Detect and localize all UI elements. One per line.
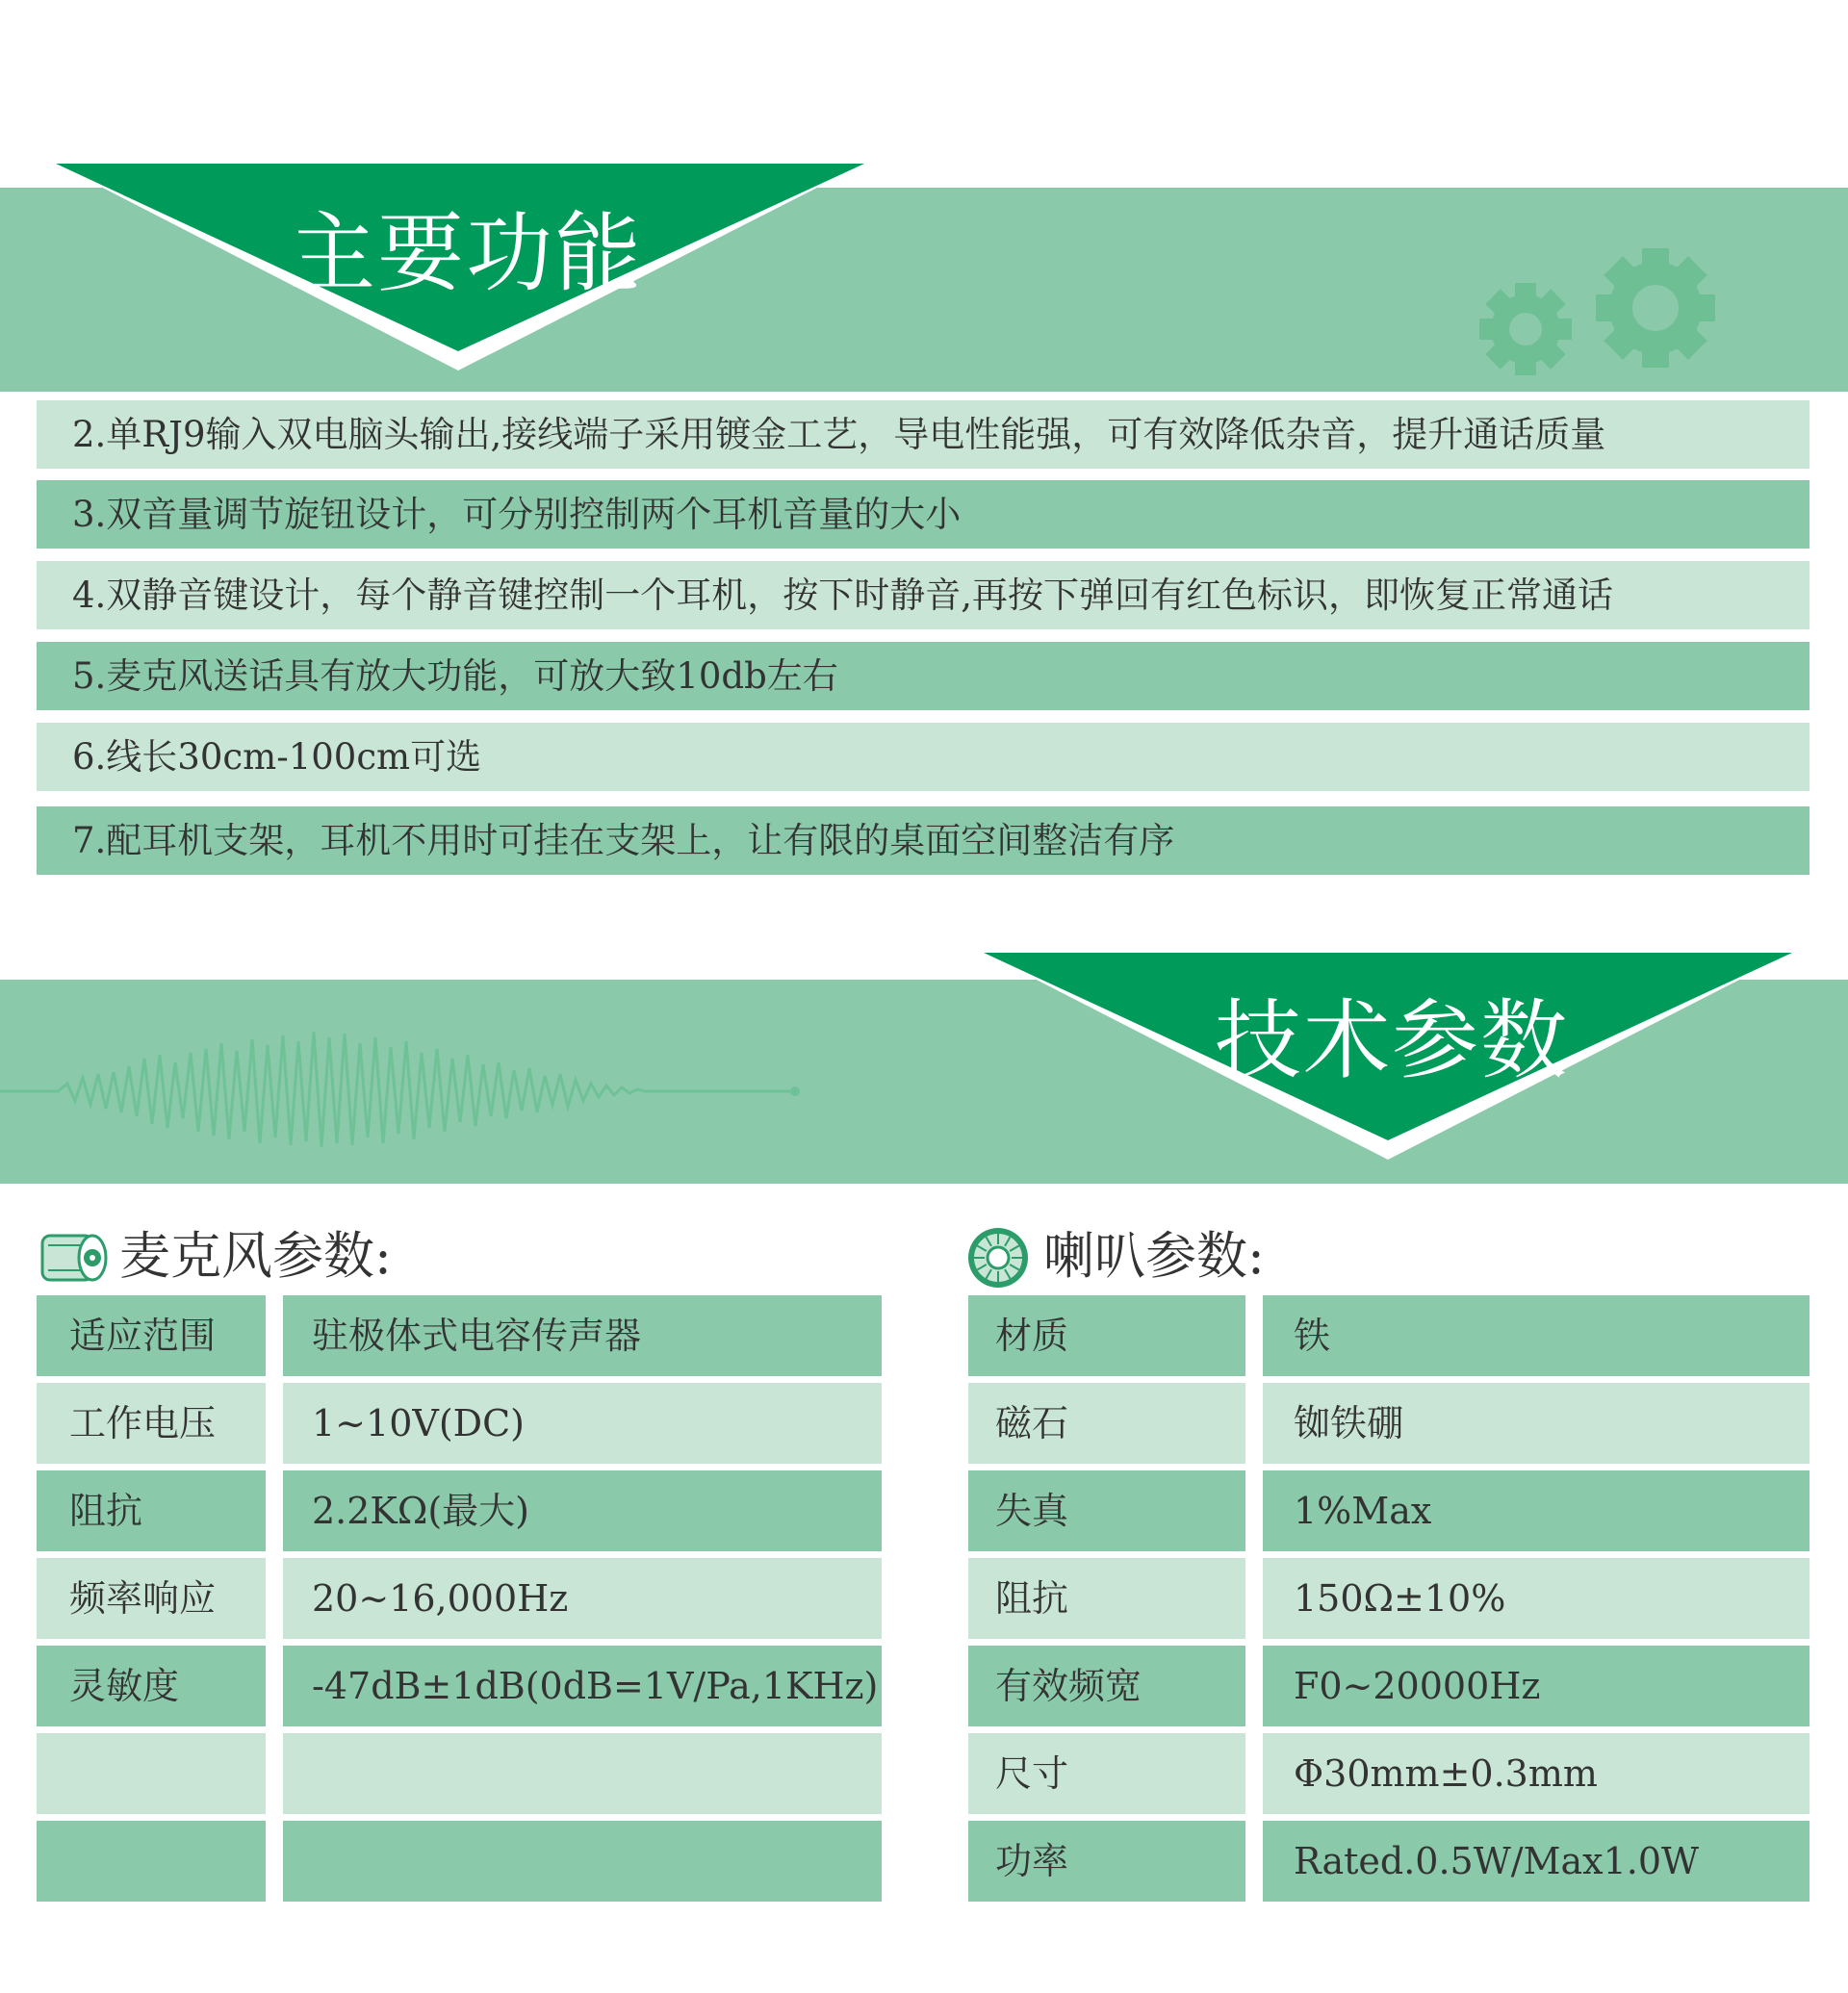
spec-value: -47dB±1dB(0dB=1V/Pa,1KHz) [283, 1646, 882, 1726]
speaker-icon [966, 1226, 1030, 1290]
spec-value [283, 1733, 882, 1814]
spec-label [37, 1733, 266, 1814]
microphone-heading: 麦克风参数: [119, 1227, 392, 1286]
spec-value [283, 1821, 882, 1902]
spec-label: 适应范围 [37, 1295, 266, 1376]
spec-value: 驻极体式电容传声器 [283, 1295, 882, 1376]
spec-value: F0~20000Hz [1263, 1646, 1810, 1726]
feature-item: 3.双音量调节旋钮设计，可分别控制两个耳机音量的大小 [37, 480, 1810, 549]
spec-label: 频率响应 [37, 1558, 266, 1639]
spec-value: Rated.0.5W/Max1.0W [1263, 1821, 1810, 1902]
spec-label: 失真 [968, 1470, 1245, 1551]
spec-value: 2.2KΩ(最大) [283, 1470, 882, 1551]
spec-value: 铷铁硼 [1263, 1383, 1810, 1464]
spec-label: 灵敏度 [37, 1646, 266, 1726]
spec-value: 1%Max [1263, 1470, 1810, 1551]
spec-label: 阻抗 [968, 1558, 1245, 1639]
spec-value: 20~16,000Hz [283, 1558, 882, 1639]
spec-value: 150Ω±10% [1263, 1558, 1810, 1639]
specs-title: 技术参数 [1215, 990, 1569, 1091]
spec-label: 有效频宽 [968, 1646, 1245, 1726]
feature-item: 4.双静音键设计，每个静音键控制一个耳机，按下时静音,再按下弹回有红色标识，即恢复正常通话 [37, 561, 1810, 629]
feature-item: 6.线长30cm-100cm可选 [37, 723, 1810, 791]
spec-value: 铁 [1263, 1295, 1810, 1376]
microphone-icon [38, 1222, 110, 1293]
spec-label: 磁石 [968, 1383, 1245, 1464]
spec-label: 功率 [968, 1821, 1245, 1902]
spec-value: Φ30mm±0.3mm [1263, 1733, 1810, 1814]
spec-label: 尺寸 [968, 1733, 1245, 1814]
spec-label [37, 1821, 266, 1902]
feature-item: 7.配耳机支架，耳机不用时可挂在支架上，让有限的桌面空间整洁有序 [37, 806, 1810, 875]
spec-label: 阻抗 [37, 1470, 266, 1551]
spec-value: 1~10V(DC) [283, 1383, 882, 1464]
feature-item: 5.麦克风送话具有放大功能，可放大致10db左右 [37, 642, 1810, 710]
feature-item: 2.单RJ9输入双电脑头输出,接线端子采用镀金工艺，导电性能强，可有效降低杂音，提升通话质量 [37, 400, 1810, 469]
features-title: 主要功能 [289, 203, 643, 304]
spec-label: 工作电压 [37, 1383, 266, 1464]
spec-label: 材质 [968, 1295, 1245, 1376]
speaker-heading: 喇叭参数: [1043, 1227, 1265, 1286]
